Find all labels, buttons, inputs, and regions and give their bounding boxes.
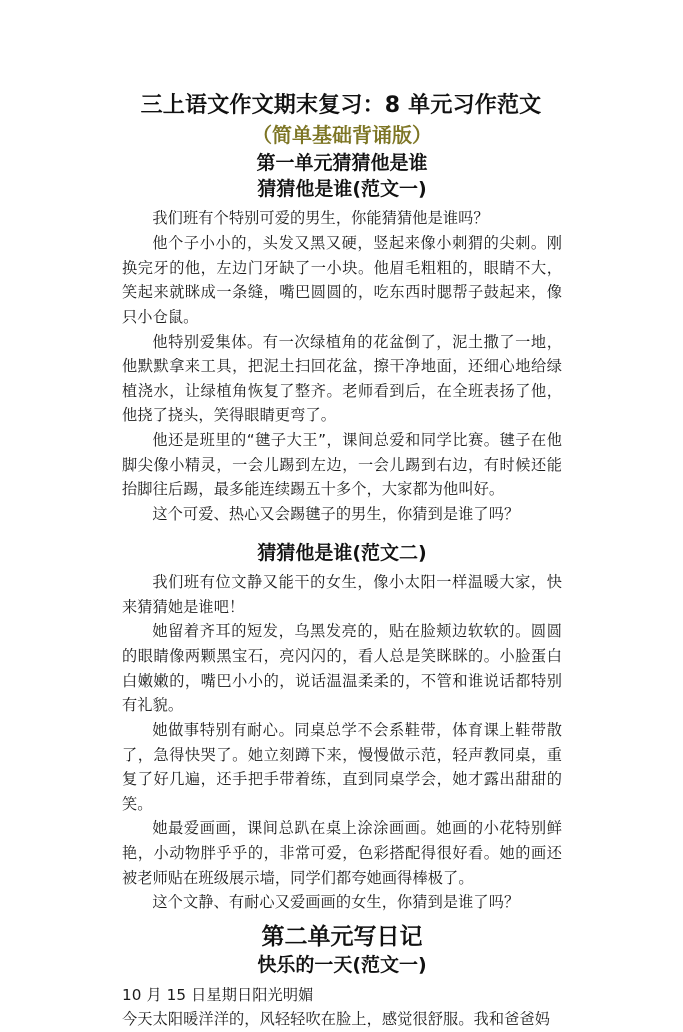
unit-1-essay-2-body — [122, 570, 562, 915]
paragraph: 今天太阳暖洋洋的，风轻轻吹在脸上，感觉很舒服。我和爸爸妈 — [122, 1010, 551, 1029]
document-subtitle: （简单基础背诵版） — [252, 123, 432, 148]
paragraph: 他特别爱集体。有一次绿植角的花盆倒了，泥土撒了一地，他默默拿来工具，把泥土扫回花盆，擦干净地面，还细心地给绿植浇水，让绿植角恢复了整齐。老师看到后，在全班表扬了他，他挠了挠头，笑得眼睛更弯了。 — [122, 332, 562, 425]
unit-1-essay-2-heading: 猜猜他是谁(范文二) — [257, 541, 427, 564]
unit-2-essay-1-body — [122, 983, 562, 1032]
paragraph: 她最爱画画，课间总趴在桌上涂涂画画。她画的小花特别鲜艳，小动物胖乎乎的，非常可爱，色彩搭配得很好看。她的画还被老师贴在班级展示墙，同学们都夸她画得棒极了。 — [122, 819, 562, 887]
unit-1-essay-1-body — [122, 206, 562, 526]
paragraph: 这个可爱、热心又会踢毽子的男生，你猜到是谁了吗？ — [152, 504, 520, 523]
paragraph: 她做事特别有耐心。同桌总学不会系鞋带，体育课上鞋带散了，急得快哭了。她立刻蹲下来，慢慢做示范，轻声教同桌，重复了好几遍，还手把手带着练，直到同桌学会，她才露出甜甜的笑。 — [122, 720, 562, 813]
paragraph: 他还是班里的“毽子大王”，课间总爱和同学比赛。毽子在他脚尖像小精灵，一会儿踢到左边，一会儿踢到右边，有时候还能抬脚往后踢，最多能连续踢五十多个，大家都为他叫好。 — [122, 431, 562, 499]
paragraph: 我们班有个特别可爱的男生，你能猜猜他是谁吗？ — [152, 209, 489, 228]
diary-date-line: 10 月 15 日星期日阳光明媚 — [122, 985, 314, 1004]
paragraph: 她留着齐耳的短发，乌黑发亮的，贴在脸颊边软软的。圆圆的眼睛像两颗黑宝石，亮闪闪的，看人总是笑眯眯的。小脸蛋白白嫩嫩的，嘴巴小小的，说话温温柔柔的，不管和谁说话都特别有礼貌。 — [122, 622, 562, 715]
unit-2-essay-1-heading: 快乐的一天(范文一) — [257, 954, 427, 977]
paragraph: 这个文静、有耐心又爱画画的女生，你猜到是谁了吗？ — [152, 893, 520, 912]
paragraph: 他个子小小的，头发又黑又硬，竖起来像小刺猬的尖刺。刚换完牙的他，左边门牙缺了一小块。他眉毛粗粗的，眼睛不大，笑起来就眯成一条缝，嘴巴圆圆的，吃东西时腮帮子鼓起来，像只小仓鼠。 — [122, 234, 562, 326]
document-content — [122, 92, 562, 1032]
document-title: 三上语文作文期末复习：8 单元习作范文 — [140, 93, 542, 118]
unit-1-heading: 第一单元猜猜他是谁 — [256, 152, 428, 175]
paragraph: 我们班有位文静又能干的女生，像小太阳一样温暖大家，快来猜猜她是谁吧！ — [122, 573, 562, 616]
unit-1-essay-1-heading: 猜猜他是谁(范文一) — [257, 177, 427, 200]
unit-2-heading: 第二单元写日记 — [261, 923, 423, 950]
